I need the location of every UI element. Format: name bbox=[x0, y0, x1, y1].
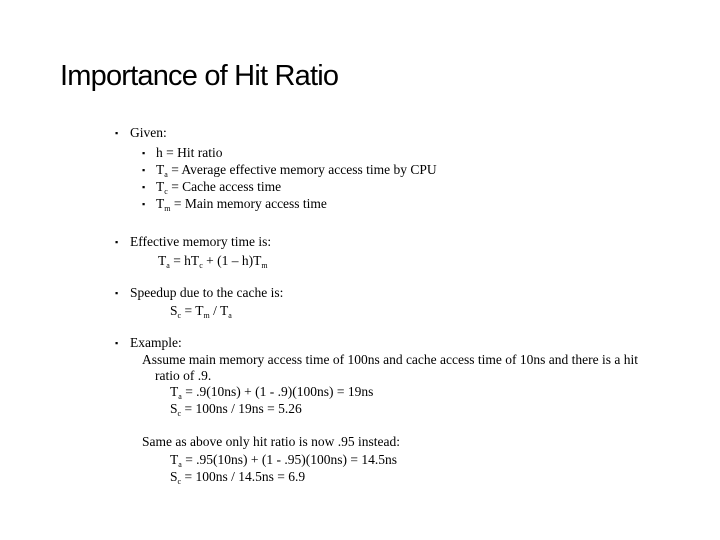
text-segment: Speedup due to the cache is: bbox=[130, 285, 284, 300]
subscript: a bbox=[178, 460, 182, 469]
text-segment: T bbox=[156, 179, 165, 194]
text-segment: = Cache access time bbox=[167, 179, 282, 194]
text-segment: ratio of .9. bbox=[155, 368, 212, 383]
bullet-icon: ▪ bbox=[115, 237, 119, 247]
example-label-line bbox=[130, 335, 182, 351]
text-segment: T bbox=[156, 196, 165, 211]
subscript: c bbox=[199, 261, 203, 270]
text-segment: = .95(10ns) + (1 - .95)(100ns) = 14.5ns bbox=[181, 452, 398, 467]
text-segment: T bbox=[170, 452, 179, 467]
text-segment: Given: bbox=[130, 125, 167, 140]
subscript: m bbox=[203, 311, 210, 320]
text-segment: = 100ns / 14.5ns = 6.9 bbox=[181, 469, 306, 484]
subscript: m bbox=[164, 204, 171, 213]
text-segment: + (1 – h)T bbox=[202, 253, 262, 268]
example-sc2-line bbox=[170, 469, 305, 490]
text-segment: S bbox=[170, 469, 178, 484]
text-segment: = 100ns / 19ns = 5.26 bbox=[181, 401, 302, 416]
text-segment: / T bbox=[209, 303, 229, 318]
subscript: c bbox=[164, 187, 168, 196]
example-same-line bbox=[142, 434, 400, 450]
text-segment: T bbox=[170, 384, 179, 399]
text-segment: S bbox=[170, 401, 178, 416]
given-label-line bbox=[130, 125, 167, 141]
subscript: a bbox=[178, 392, 182, 401]
text-segment: = T bbox=[181, 303, 204, 318]
slide-title: Importance of Hit Ratio bbox=[60, 60, 339, 92]
text-segment: Assume main memory access time of 100ns and cache access time of 10ns and there is a hit bbox=[142, 352, 638, 367]
text-segment: = .9(10ns) + (1 - .9)(100ns) = 19ns bbox=[181, 384, 374, 399]
text-segment: h = Hit ratio bbox=[156, 145, 223, 160]
text-segment: T bbox=[158, 253, 167, 268]
text-segment: = hT bbox=[169, 253, 200, 268]
subscript: c bbox=[177, 477, 182, 486]
subscript: a bbox=[166, 261, 170, 270]
subscript: a bbox=[164, 170, 168, 179]
subscript: c bbox=[177, 409, 182, 418]
bullet-icon: ▪ bbox=[115, 128, 119, 138]
text-segment: S bbox=[170, 303, 178, 318]
text-segment: T bbox=[156, 162, 165, 177]
effective-label-line bbox=[130, 234, 271, 250]
bullet-icon: ▪ bbox=[142, 148, 146, 158]
text-segment: Example: bbox=[130, 335, 182, 350]
given-h-line bbox=[156, 145, 222, 161]
example-sc1-line bbox=[170, 401, 302, 422]
example-assume-cont-line bbox=[155, 368, 211, 384]
subscript: a bbox=[228, 311, 232, 320]
text-segment: = Main memory access time bbox=[170, 196, 327, 211]
speedup-formula-line bbox=[170, 303, 232, 324]
effective-formula-line bbox=[158, 253, 268, 274]
bullet-icon: ▪ bbox=[142, 199, 146, 209]
example-assume-line bbox=[142, 352, 638, 368]
text-segment: = Average effective memory access time by CPU bbox=[167, 162, 437, 177]
bullet-icon: ▪ bbox=[115, 288, 119, 298]
text-segment: Effective memory time is: bbox=[130, 234, 272, 249]
subscript: c bbox=[177, 311, 182, 320]
text-segment: Same as above only hit ratio is now .95 instead: bbox=[142, 434, 400, 449]
given-tm-line bbox=[156, 196, 327, 217]
bullet-icon: ▪ bbox=[142, 165, 146, 175]
speedup-label-line bbox=[130, 285, 283, 301]
subscript: m bbox=[261, 261, 268, 270]
bullet-icon: ▪ bbox=[115, 338, 119, 348]
bullet-icon: ▪ bbox=[142, 182, 146, 192]
